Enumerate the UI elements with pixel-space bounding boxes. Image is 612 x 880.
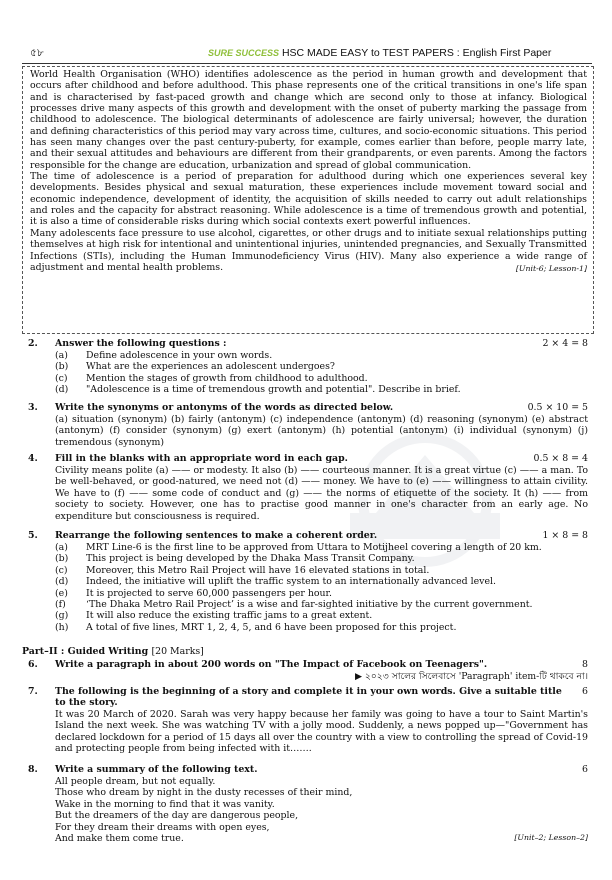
question-6 — [22, 659, 594, 682]
passage-paragraph-3-text: Many adolescents face pressure to use alcohol, cigarettes, or other drugs and to initiate sexual relationships putting themselves at high risk for intentional and unintentional injuries, unintended pregnancies, and Sexually Transmitted Infections (STIs), including the Human Immunodeficiency Virus (HIV). Many also experience a wide range of adjustment and mental health problems. — [30, 227, 587, 273]
question-title: Write a paragraph in about 200 words on "The Impact of Facebook on Teenagers". — [55, 659, 488, 670]
page-number: ৫৮ — [30, 47, 44, 59]
question-title: Fill in the blanks with an appropriate word in each gap. — [55, 453, 348, 464]
question-number: 4. — [28, 453, 38, 464]
poem-line: For they dream their dreams with open eyes, — [55, 821, 270, 833]
page-header — [22, 44, 592, 62]
item-label: (g) — [55, 610, 69, 622]
list-item — [22, 576, 594, 587]
list-item — [22, 373, 594, 384]
item-text: This project is being developed by the Dhaka Mass Transit Company. — [86, 553, 415, 565]
header-title: HSC MADE EASY to TEST PAPERS : English First Paper — [281, 47, 552, 59]
question-marks: 0.5 × 8 = 4 — [533, 453, 588, 464]
item-label: (a) — [55, 350, 68, 361]
list-item — [22, 361, 594, 372]
list-item — [22, 553, 594, 564]
question-3-header — [22, 402, 594, 414]
question-marks: 6 — [582, 686, 588, 697]
reading-passage — [22, 66, 594, 334]
question-7 — [22, 686, 594, 754]
passage-paragraph-1: World Health Organisation (WHO) identifies adolescence as the period in human growth and development that occurs after childhood and before adulthood. This phase represents one of the critical transitions in one's life span and is characterised by fast-paced growth and change which are second only to those at infancy. Biological processes drive many aspects of this growth and development with the onset of puberty marking the passage from childhood to adolescence. The biological determinants of adolescence are fairly universal; however, the duration and defining characteristics of this period may vary across time, cultures, and socio-economic situations. This period has seen many changes over the past century-puberty, for example, comes earlier than before, people marry late, and their sexual attitudes and behaviours are different from their grandparents, or even parents. Among the factors responsible for the change are education, urbanization and spread of global communication. — [30, 69, 587, 171]
item-label: (d) — [55, 576, 69, 588]
item-label: (a) — [55, 542, 68, 553]
header-title-group — [208, 44, 551, 62]
question-title: Answer the following questions : — [55, 338, 227, 349]
list-item — [22, 350, 594, 361]
question-marks: 8 — [582, 659, 588, 670]
item-label: (h) — [55, 621, 69, 633]
question-title: Write the synonyms or antonyms of the words as directed below. — [55, 402, 394, 413]
question-3-body: (a) situation (synonym) (b) fairly (antonym) (c) independence (antonym) (d) reasoning (synonym) (e) abstract (antonym) (f) consider (synonym) (g) exert (antonym) (h) potential (antonym) (i) individual (synonym) (j) tremendous (synonym) — [55, 414, 588, 448]
item-text: It is projected to serve 60,000 passengers per hour. — [86, 587, 332, 599]
question-5 — [22, 530, 594, 633]
question-number: 8. — [28, 764, 38, 775]
question-number: 6. — [28, 659, 38, 670]
item-text: A total of five lines, MRT 1, 2, 4, 5, and 6 have been proposed for this project. — [86, 621, 457, 633]
header-rule — [22, 63, 592, 64]
poem-line: All people dream, but not equally. — [55, 776, 216, 787]
list-item — [22, 599, 594, 610]
list-item — [22, 384, 594, 395]
list-item — [22, 588, 594, 599]
question-marks: 6 — [582, 764, 588, 775]
item-text: Mention the stages of growth from childhood to adulthood. — [86, 372, 368, 384]
question-7-header — [22, 686, 594, 709]
item-text: "Adolescence is a time of tremendous growth and potential". Describe in brief. — [86, 384, 461, 396]
question-8 — [22, 764, 594, 844]
question-marks: 1 × 8 = 8 — [542, 530, 588, 541]
item-label: (b) — [55, 553, 69, 565]
item-text: It will also reduce the existing traffic jams to a great extent. — [86, 610, 373, 622]
poem-line: And make them come true. — [55, 833, 184, 845]
question-6-header — [22, 659, 594, 671]
question-number: 3. — [28, 402, 38, 413]
question-2-header — [22, 338, 594, 350]
question-number: 7. — [28, 686, 38, 697]
question-4-header — [22, 453, 594, 465]
question-number: 2. — [28, 338, 38, 349]
item-text: Moreover, this Metro Rail Project will have 16 elevated stations in total. — [86, 564, 430, 576]
question-3 — [22, 402, 594, 448]
question-4 — [22, 453, 594, 522]
question-marks: 2 × 4 = 8 — [542, 338, 588, 349]
question-title: Rearrange the following sentences to make a coherent order. — [55, 530, 378, 541]
list-item — [22, 610, 594, 621]
item-text: What are the experiences an adolescent undergoes? — [86, 361, 335, 373]
part-2-heading — [22, 646, 594, 657]
item-text: Indeed, the initiative will uplift the traffic system to an internationally advanced level. — [86, 576, 496, 588]
poem-line: But the dreamers of the day are dangerous people, — [55, 810, 299, 822]
question-title: Write a summary of the following text. — [55, 764, 258, 775]
question-7-body: It was 20 March of 2020. Sarah was very happy because her family was going to have a tour to Saint Martin's Island the next week. She was watching TV with a jolly mood. Suddenly, a news popped up—"Government has declared lockdown for a period of 15 days all over the country with a view to controlling the spread of Covid-19 and protecting people from being infected with it……. — [55, 708, 588, 755]
poem-line: Those who dream by night in the dusty recesses of their mind, — [55, 787, 353, 799]
question-5-header — [22, 530, 594, 542]
summary-source-tag: [Unit–2; Lesson–2] — [514, 833, 588, 843]
item-text: MRT Line-6 is the first line to be approved from Uttara to Motijheel covering a length of 20 km. — [86, 542, 542, 553]
item-label: (d) — [55, 384, 69, 396]
list-item — [22, 565, 594, 576]
question-marks: 0.5 × 10 = 5 — [527, 402, 588, 413]
question-8-header — [22, 764, 594, 776]
item-label: (c) — [55, 372, 68, 384]
question-4-body: Civility means polite (a) —— or modesty. It also (b) —— courteous manner. It is a great virtue (c) —— a man. To be well-behaved, or good-natured, we need not (d) —— money. We have to (e) —— willingness to attain civility. We have to (f) —— some code of conduct and (g) —— the norms of etiquette of the society. It (h) —— from society to society. However, one has to practise good manner in one's character from an early age. No expenditure but consciousness is required. — [55, 465, 588, 522]
item-label: (b) — [55, 361, 69, 373]
list-item — [22, 622, 594, 633]
item-label: (c) — [55, 564, 68, 576]
passage-source-tag: [Unit-6; Lesson-1] — [515, 263, 587, 273]
brand-logo: SURE SUCCESS — [208, 48, 280, 58]
part-marks: [20 Marks] — [151, 646, 204, 657]
poem-line: Wake in the morning to find that it was vanity. — [55, 798, 275, 810]
question-title: The following is the beginning of a story and complete it in your own words. Give a suitable title to the story. — [55, 686, 562, 709]
question-2 — [22, 338, 594, 396]
passage-paragraph-3 — [30, 228, 587, 273]
item-text: ‘The Dhaka Metro Rail Project’ is a wise and far-sighted initiative by the current government. — [86, 599, 533, 611]
summary-text — [55, 776, 594, 844]
item-label: (f) — [55, 599, 66, 611]
item-text: Define adolescence in your own words. — [86, 350, 273, 361]
syllabus-note: ▶ ২০২৩ সালের সিলেবাসে 'Paragraph' item-টি থাকবে না। — [354, 671, 588, 682]
part-title: Part–II : Guided Writing — [22, 646, 149, 657]
question-number: 5. — [28, 530, 38, 541]
list-item — [22, 542, 594, 553]
item-label: (e) — [55, 587, 68, 599]
passage-paragraph-2: The time of adolescence is a period of preparation for adulthood during which one experiences several key developments. Besides physical and sexual maturation, these experiences include movement toward social and economic independence, development of identity, the acquisition of skills needed to carry out adult relationships and roles and the capacity for abstract reasoning. While adolescence is a time of tremendous growth and potential, it is also a time of considerable risks during which social contexts exert powerful influences. — [30, 171, 587, 228]
